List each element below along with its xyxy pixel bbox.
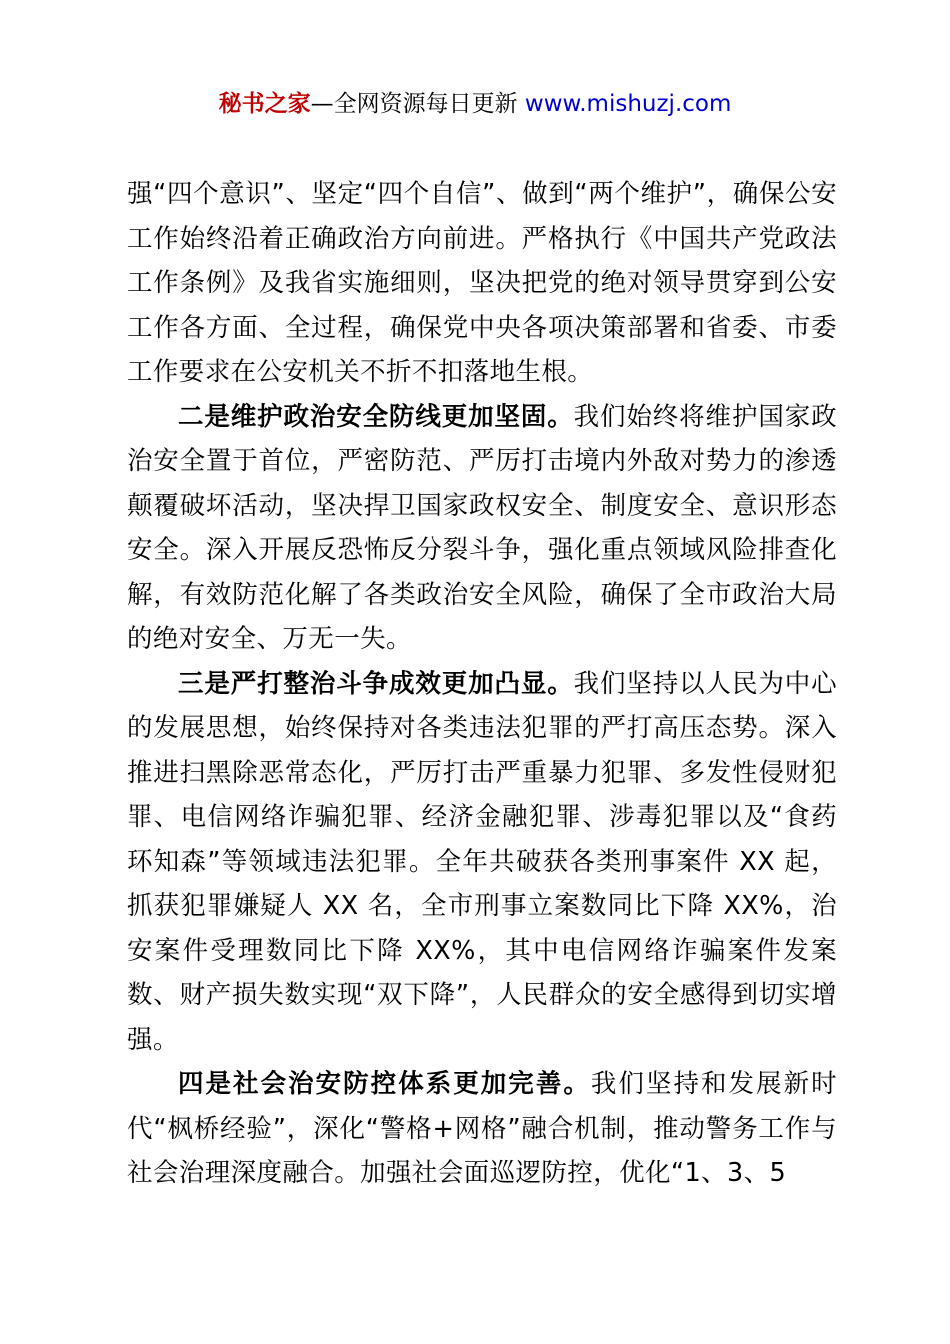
site-name: 秘书之家 bbox=[218, 91, 311, 117]
paragraph-continued bbox=[127, 172, 837, 395]
paragraph-text: 我们坚持以人民为中心的发展思想，始终保持对各类违法犯罪的严打高压态势。深入推进扫黑除恶常态化，严厉打击严重暴力犯罪、多发性侵财犯罪、电信网络诈骗犯罪、经济金融犯罪、涉毒犯罪以及“食药环知森”等领域违法犯罪。全年共破获各类刑事案件 XX 起，抓获犯罪嫌疑人 XX 名，全市刑事立案数同比下降 XX%，治安案件受理数同比下降 XX%，其中电信网络诈骗案件发案数、财产损失数实现“双下降”，人民群众的安全感得到切实增强。 bbox=[127, 668, 837, 1055]
paragraph-text: 我们始终将维护国家政治安全置于首位，严密防范、严厉打击境内外敌对势力的渗透颠覆破坏活动，坚决捍卫国家政权安全、制度安全、意识形态安全。深入开展反恐怖反分裂斗争，强化重点领域风险排查化解，有效防范化解了各类政治安全风险，确保了全市政治大局的绝对安全、万无一失。 bbox=[127, 401, 837, 654]
site-url-link[interactable]: www.mishuzj.com bbox=[524, 91, 732, 117]
paragraph-text: 强“四个意识”、坚定“四个自信”、做到“两个维护”，确保公安工作始终沿着正确政治方向前进。严格执行《中国共产党政法工作条例》及我省实施细则，坚决把党的绝对领导贯穿到公安工作各方面、全过程，确保党中央各项决策部署和省委、市委工作要求在公安机关不折不扣落地生根。 bbox=[127, 179, 837, 387]
paragraph-text: 我们坚持和发展新时代“枫桥经验”，深化“警格+网格”融合机制，推动警务工作与社会治理深度融合。加强社会面巡逻防控，优化“1、3、5 bbox=[127, 1069, 837, 1188]
header-tagline: 全网资源每日更新 bbox=[333, 91, 518, 117]
paragraph-lead: 四是社会治安防控体系更加完善。 bbox=[178, 1069, 591, 1099]
paragraph-political-security bbox=[127, 395, 837, 662]
header-dash: — bbox=[310, 91, 334, 117]
document-body bbox=[127, 172, 837, 1196]
paragraph-lead: 二是维护政治安全防线更加坚固。 bbox=[178, 401, 574, 432]
paragraph-public-security-system bbox=[127, 1062, 837, 1196]
page-header bbox=[0, 88, 950, 120]
paragraph-crime-crackdown bbox=[127, 662, 837, 1063]
paragraph-lead: 三是严打整治斗争成效更加凸显。 bbox=[178, 668, 574, 699]
